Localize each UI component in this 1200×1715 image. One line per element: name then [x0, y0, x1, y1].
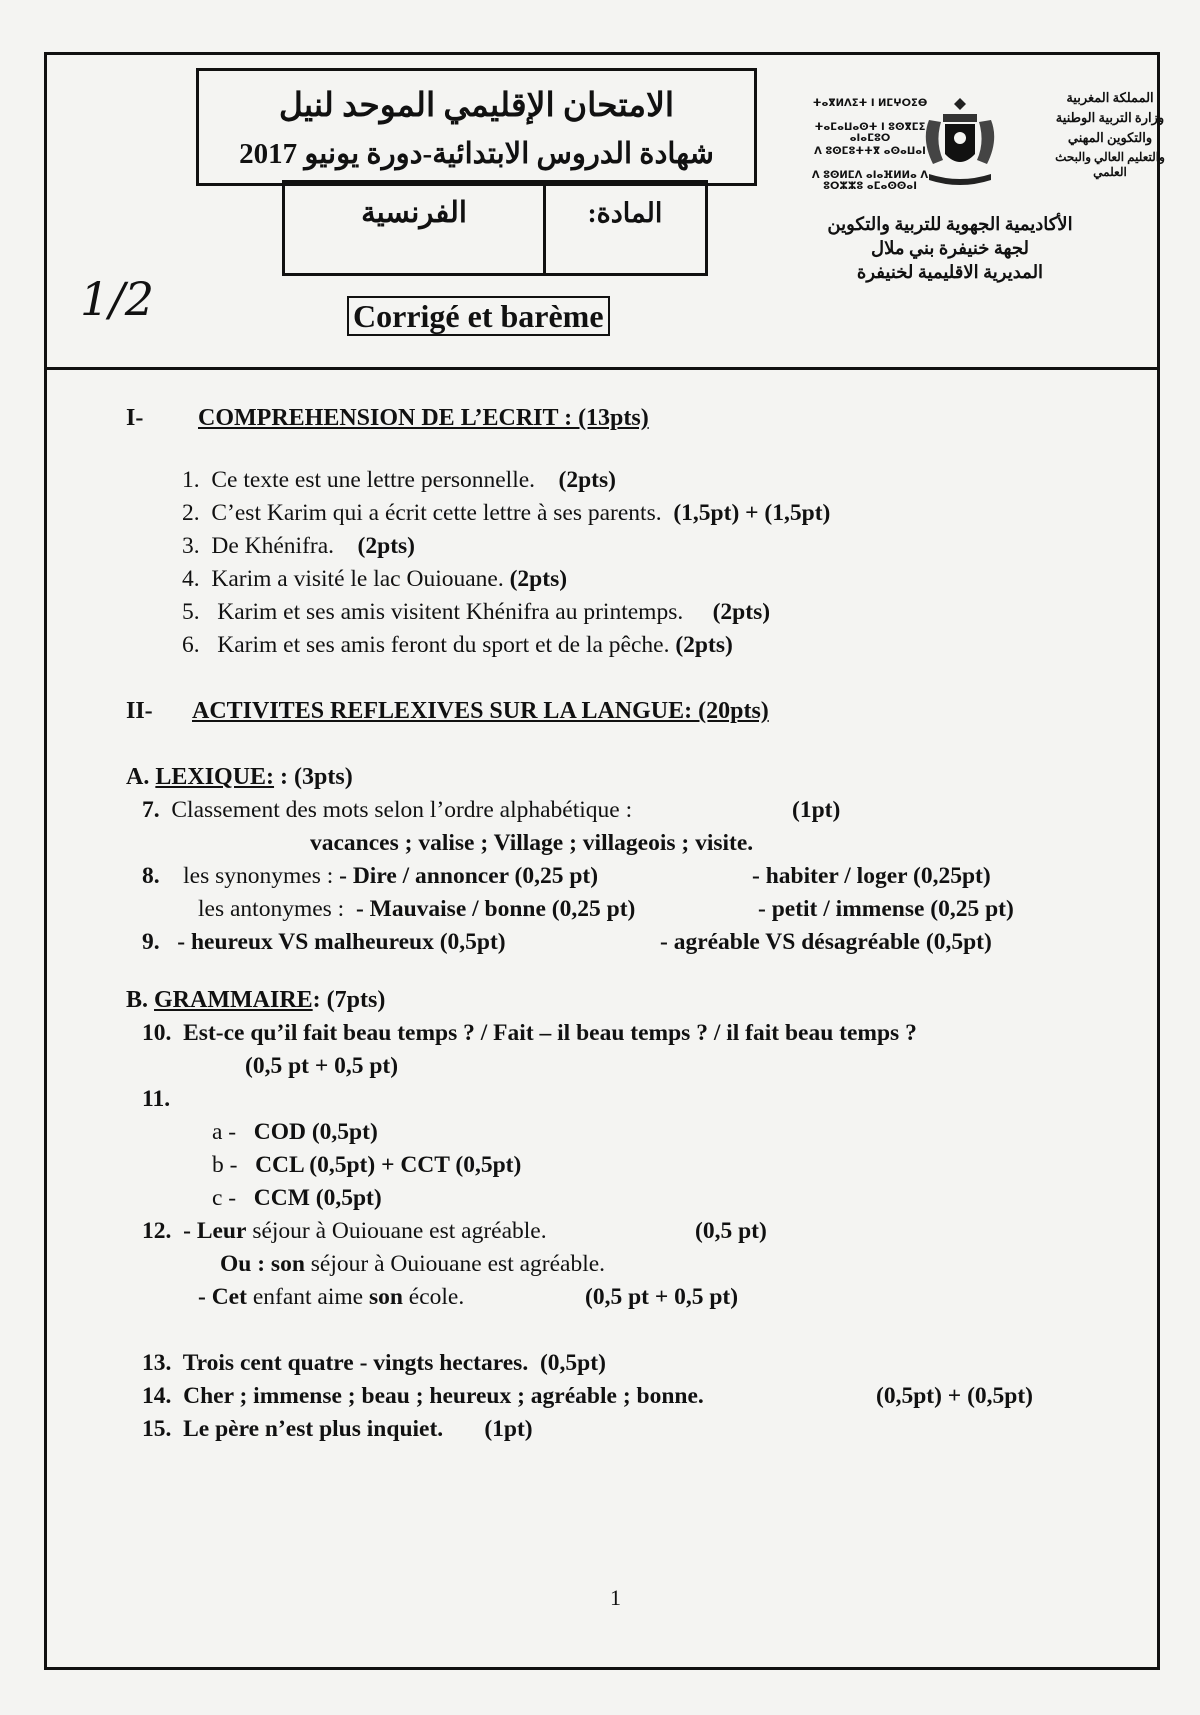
synonym-pair: - Dire / annoncer (0,25 pt): [339, 863, 599, 889]
document-title: Corrigé et barème: [347, 296, 610, 336]
tifinagh-line: ⵜⴰⵎⴰⵡⴰⵙⵜ ⵏ ⵓⵙⴳⵎⵉ ⴰⵏⴰⵎⵓⵔ: [814, 122, 926, 144]
answer-1: [182, 466, 616, 494]
answer-keyword: Ou : son: [220, 1251, 305, 1277]
question-12-points: (0,5 pt): [695, 1218, 767, 1244]
lexique-title: LEXIQUE:: [155, 764, 275, 790]
item-number: 1.: [182, 467, 200, 493]
answer-points: (2pts): [675, 632, 733, 658]
answer-text: Cher ; immense ; beau ; heureux ; agréable ; bonne.: [183, 1383, 704, 1409]
item-letter: a -: [212, 1119, 237, 1145]
tifinagh-line: ⴷ ⵓⵙⵍⵎⴷ ⴰⵏⴰⴼⵍⵍⴰ ⴷ ⵓⵔⵣⵣⵓ ⴰⵎⴰⵙⵙⴰⵏ: [811, 170, 929, 192]
answer-text: De Khénifra.: [211, 533, 335, 559]
answer-text: C’est Karim qui a écrit cette lettre à ses parents.: [211, 500, 662, 526]
item-number: 15.: [142, 1416, 172, 1442]
ministry-line: والتكوين المهني: [1067, 130, 1153, 145]
question-8-synonyms: [142, 862, 598, 890]
question-13: [142, 1349, 606, 1377]
academy-line: الأكاديمية الجهوية للتربية والتكوين: [827, 214, 1073, 234]
answer-text: Karim et ses amis visitent Khénifra au printemps.: [217, 599, 684, 625]
academy-line: لجهة خنيفرة بني ملال: [871, 238, 1029, 258]
item-number: 7.: [142, 797, 160, 823]
question-12-line-3: [198, 1283, 464, 1311]
answer-2: [182, 499, 830, 527]
section-1-number: I-: [126, 405, 144, 431]
question-9: [142, 928, 506, 956]
question-12-line-2: [220, 1250, 605, 1278]
tifinagh-line: ⵜⴰⴳⵍⴷⵉⵜ ⵏ ⵍⵎⵖⵔⵉⴱ: [812, 98, 928, 109]
question-11-a: [212, 1118, 378, 1146]
page-number: 1: [610, 1585, 621, 1610]
answer-points: (2pts): [509, 566, 568, 592]
answer-text: CCL (0,5pt) + CCT (0,5pt): [255, 1152, 522, 1178]
subject-box: [282, 180, 708, 276]
handwritten-page-mark: 1/2: [80, 272, 155, 326]
section-2-number: II-: [126, 698, 153, 724]
academy-line: المديرية الاقليمية لخنيفرة: [856, 262, 1044, 282]
item-letter: c -: [212, 1185, 237, 1211]
answer-points: (1,5pt) + (1,5pt): [673, 500, 831, 526]
section-2-title: ACTIVITES REFLEXIVES SUR LA LANGUE: (20pts): [192, 698, 769, 724]
answer-text: COD (0,5pt): [253, 1119, 378, 1145]
item-number: 6.: [182, 632, 200, 658]
answer-keyword: - Cet: [198, 1284, 247, 1310]
answer-6: [182, 631, 733, 659]
lexique-heading: [126, 763, 353, 791]
item-number: 2.: [182, 500, 200, 526]
lexique-label: A.: [126, 764, 150, 790]
answer-keyword: - Leur: [183, 1218, 247, 1244]
academy-header: [800, 212, 1100, 284]
grammaire-points: : (7pts): [312, 987, 386, 1013]
grammaire-title: GRAMMAIRE: [154, 987, 313, 1013]
subject-value: الفرنسية: [285, 183, 546, 273]
question-14-points: (0,5pt) + (0,5pt): [876, 1383, 1033, 1409]
question-text: Classement des mots selon l’ordre alphabétique :: [171, 797, 633, 823]
grammaire-heading: [126, 986, 385, 1014]
answer-text: séjour à Ouiouane est agréable.: [304, 1251, 606, 1277]
item-number: 5.: [182, 599, 200, 625]
answer-points: (0,5pt): [539, 1350, 606, 1376]
grammaire-label: B.: [126, 987, 149, 1013]
antonym-pair: - petit / immense (0,25 pt): [758, 896, 1014, 922]
item-letter: b -: [212, 1152, 238, 1178]
ministry-header: [795, 90, 1165, 192]
tifinagh-line: ⴷ ⵓⵙⵎⵓⵜⵜⴳ ⴰⵙⴰⵡⴰⵏ: [814, 146, 926, 157]
question-text: Est-ce qu’il fait beau temps ? / Fait – il beau temps ? / il fait beau temps ?: [183, 1020, 917, 1046]
answer-text: séjour à Ouiouane est agréable.: [246, 1218, 547, 1244]
answer-points: (2pts): [357, 533, 415, 559]
pair-answer: - agréable VS désagréable (0,5pt): [660, 929, 992, 955]
question-12-points: (0,5 pt + 0,5 pt): [585, 1284, 739, 1310]
answer-text: Karim et ses amis feront du sport et de la pêche.: [217, 632, 670, 658]
ministry-line: والتعليم العالي والبحث العلمي: [1055, 150, 1165, 179]
exam-title-box: [196, 68, 757, 186]
item-number: 4.: [182, 566, 200, 592]
item-number: 14.: [142, 1383, 172, 1409]
item-number: 8.: [142, 863, 160, 889]
question-12-line-1: [142, 1217, 547, 1245]
answer-text: enfant aime: [246, 1284, 369, 1310]
answer-5: [182, 598, 770, 626]
exam-title: الامتحان الإقليمي الموحد لنيل: [278, 88, 675, 124]
item-number: 12.: [142, 1218, 172, 1244]
answer-points: (1pt): [484, 1416, 533, 1442]
item-number: 13.: [142, 1350, 172, 1376]
royal-emblem-icon: [915, 90, 1005, 190]
answer-4: [182, 565, 567, 593]
ministry-line: المملكة المغربية: [1066, 90, 1154, 105]
answer-text: Karim a visité le lac Ouiouane.: [211, 566, 504, 592]
synonym-pair: - habiter / loger (0,25pt): [752, 863, 991, 889]
lexique-points: : (3pts): [280, 764, 353, 790]
question-14: [142, 1382, 704, 1410]
synonyms-label: les synonymes :: [183, 863, 334, 889]
item-number: 9.: [142, 929, 160, 955]
answer-text: CCM (0,5pt): [253, 1185, 382, 1211]
question-11-b: [212, 1151, 521, 1179]
answer-text: Le père n’est plus inquiet.: [183, 1416, 444, 1442]
answer-points: (2pts): [558, 467, 616, 493]
question-10: [142, 1019, 917, 1047]
antonym-pair: - Mauvaise / bonne (0,25 pt): [355, 896, 636, 922]
answer-text: Trois cent quatre - vingts hectares.: [182, 1350, 529, 1376]
answer-text: Ce texte est une lettre personnelle.: [211, 467, 536, 493]
question-11-c: [212, 1184, 382, 1212]
answer-3: [182, 532, 415, 560]
item-number: 3.: [182, 533, 200, 559]
pair-answer: - heureux VS malheureux (0,5pt): [177, 929, 506, 955]
question-8-antonyms: [198, 895, 635, 923]
header-divider: [47, 367, 1157, 370]
ministry-line: وزارة التربية الوطنية: [1055, 110, 1165, 125]
question-15: [142, 1415, 533, 1443]
answer-points: (2pts): [712, 599, 771, 625]
item-number: 10.: [142, 1020, 172, 1046]
subject-label: المادة:: [587, 198, 663, 228]
question-11-number: 11.: [142, 1086, 171, 1112]
question-10-points: (0,5 pt + 0,5 pt): [245, 1053, 399, 1079]
question-7-points: (1pt): [792, 797, 841, 823]
section-1-title: COMPREHENSION DE L’ECRIT : (13pts): [198, 405, 649, 431]
question-7: [142, 796, 632, 824]
exam-subtitle: شهادة الدروس الابتدائية-دورة يونيو 2017: [239, 138, 714, 170]
antonyms-label: les antonymes :: [198, 896, 345, 922]
question-7-answer: vacances ; valise ; Village ; villageois ; visite.: [310, 830, 754, 856]
answer-text: école.: [402, 1284, 465, 1310]
answer-keyword: son: [368, 1284, 403, 1310]
